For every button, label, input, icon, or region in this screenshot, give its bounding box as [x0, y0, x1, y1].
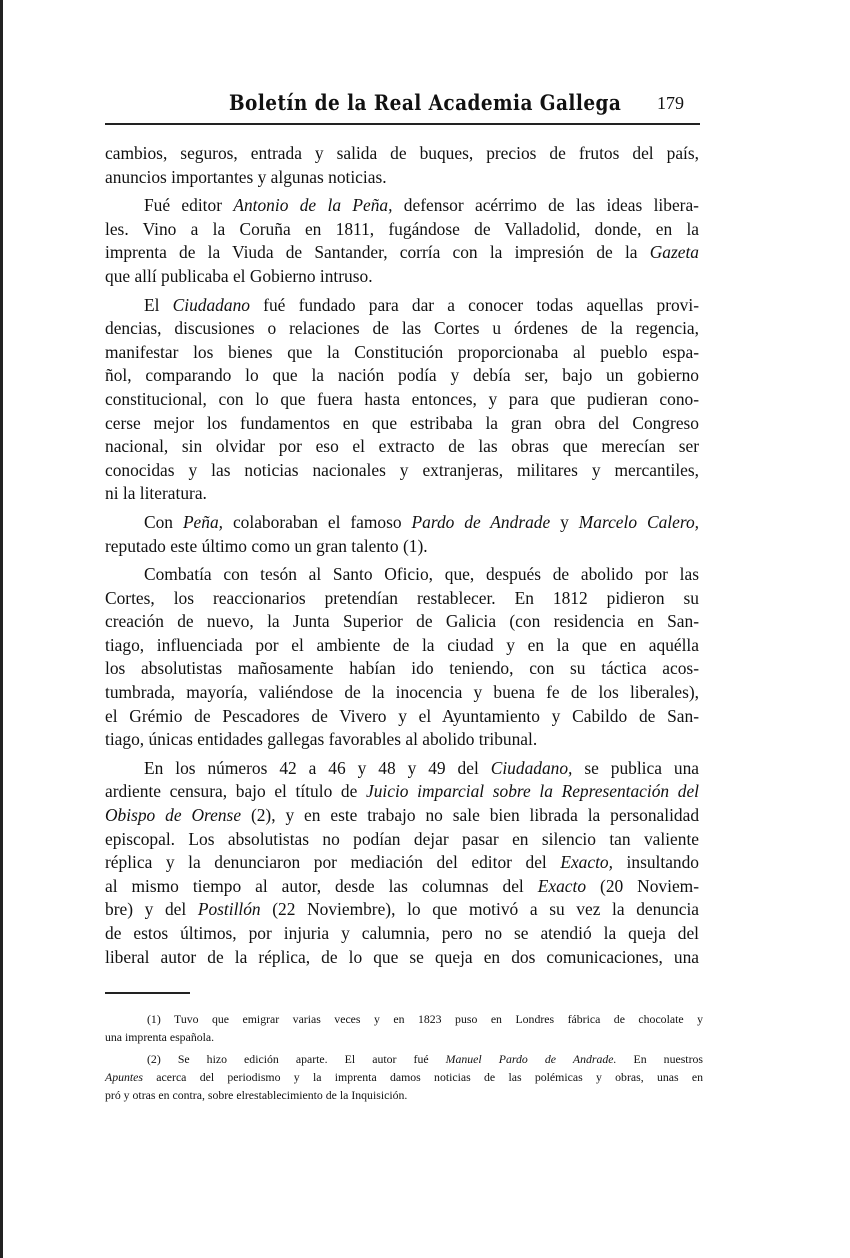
text-line	[105, 757, 699, 781]
text-line	[105, 828, 699, 852]
text-line	[105, 1050, 703, 1068]
text-run: tumbrada, mayoría, valiéndose de la inocencia y buena fe de los liberales),	[105, 682, 699, 703]
text-run: ni la literatura.	[105, 483, 207, 504]
text-line	[105, 241, 699, 265]
scan-edge	[0, 0, 3, 1258]
text-line	[105, 587, 699, 611]
footnote-rule	[105, 992, 190, 994]
text-run: ardiente censura, bajo el título de	[105, 781, 366, 802]
italic-text: Apuntes	[105, 1069, 144, 1084]
text-line	[105, 898, 699, 922]
text-line	[105, 388, 699, 412]
text-line	[105, 728, 699, 752]
text-line	[105, 1028, 703, 1046]
text-run: réplica y la denunciaron por mediación del editor del	[105, 852, 561, 873]
text-line	[105, 166, 699, 190]
text-line	[105, 511, 699, 535]
text-run: conocidas y las noticias nacionales y extranjeras, militares y mercantiles,	[105, 459, 699, 480]
text-line	[105, 435, 699, 459]
footnote	[105, 1010, 703, 1047]
text-run: bre) y del	[105, 899, 198, 920]
paragraph	[105, 294, 699, 506]
text-run: dencias, discusiones o relaciones de las Cortes u órdenes de la regencia,	[105, 318, 699, 339]
text-run: imprenta de la Viuda de Santander, corría con la impresión de la	[105, 242, 650, 263]
text-run: liberal autor de la réplica, de lo que se queja en dos comunicaciones, una	[105, 946, 699, 967]
text-run: El	[144, 294, 173, 315]
text-run: los absolutistas mañosamente habían ido teniendo, con su táctica acos-	[105, 658, 699, 679]
text-run: manifestar los bienes que la Constitución proporcionaba al pueblo espa-	[105, 341, 699, 362]
text-run: cambios, seguros, entrada y salida de buques, precios de frutos del país,	[105, 143, 699, 163]
italic-text: Gazeta	[649, 242, 699, 263]
text-run: (2) Se hizo edición aparte. El autor fué	[147, 1051, 446, 1066]
paragraph	[105, 511, 699, 558]
text-line	[105, 851, 699, 875]
text-run: fué fundado para dar a conocer todas aquellas provi-	[249, 294, 699, 315]
italic-text: Ciudadano	[172, 294, 250, 315]
text-line	[105, 681, 699, 705]
text-run: Con	[144, 511, 183, 532]
italic-text: Obispo de Orense	[105, 805, 242, 826]
text-run: les. Vino a la Coruña en 1811, fugándose de Valladolid, donde, en la	[105, 218, 699, 239]
text-run: ñol, comparando lo que la nación podía y debía ser, bajo un gobierno	[105, 365, 699, 386]
text-run: y	[550, 511, 579, 532]
text-line	[105, 218, 699, 242]
italic-text: Exacto,	[560, 852, 613, 873]
text-line	[105, 535, 699, 559]
text-run: acerca del periodismo y la imprenta damos noticias de las polémicas y obras, unas en	[143, 1069, 703, 1084]
text-line	[105, 482, 699, 506]
text-run: colaboraban el famoso	[223, 511, 412, 532]
text-line	[105, 412, 699, 436]
text-line	[105, 705, 699, 729]
text-line	[105, 780, 699, 804]
text-line	[105, 1068, 703, 1086]
text-run: Fué editor	[144, 195, 234, 216]
text-run: (2), y en este trabajo no sale bien librada la personalidad	[241, 805, 700, 826]
text-run: tiago, influenciada por el ambiente de la ciudad y en la que en aquélla	[105, 634, 699, 655]
text-run: episcopal. Los absolutistas no podían dejar pasar en silencio tan valiente	[105, 828, 699, 849]
text-line	[105, 922, 699, 946]
paragraph	[105, 194, 699, 288]
text-run: nacional, sin olvidar por eso el extracto de las obras que merecían ser	[105, 436, 699, 457]
text-run: insultando	[612, 852, 699, 873]
paragraph	[105, 142, 699, 189]
text-run: (22 Noviembre), lo que motivó a su vez la denuncia	[260, 899, 700, 920]
italic-text: Peña,	[182, 511, 224, 532]
italic-text: Marcelo Calero,	[578, 511, 699, 532]
text-run: una imprenta española.	[105, 1030, 215, 1045]
paragraph	[105, 757, 699, 969]
text-line	[105, 341, 699, 365]
text-line	[105, 265, 699, 289]
text-run: que allí publicaba el Gobierno intruso.	[105, 265, 373, 286]
text-line	[105, 1086, 703, 1104]
text-line	[105, 804, 699, 828]
paragraph	[105, 563, 699, 752]
body-text	[105, 142, 699, 969]
running-header	[105, 90, 700, 120]
text-run: cerse mejor los fundamentos en que estribaba la gran obra del Congreso	[105, 412, 699, 433]
footnotes	[105, 1007, 703, 1104]
footnote	[105, 1050, 703, 1105]
text-run: (1) Tuvo que emigrar varias veces y en 1823 puso en Londres fábrica de chocolate y	[147, 1012, 703, 1026]
text-line	[105, 946, 699, 970]
journal-title: Boletín de la Real Academia Gallega	[229, 90, 622, 115]
text-line	[105, 875, 699, 899]
text-run: se publica una	[572, 757, 700, 778]
text-line	[105, 657, 699, 681]
text-line	[105, 634, 699, 658]
text-run: constitucional, con lo que fuera hasta entonces, y para que pudieran cono-	[105, 388, 699, 409]
text-run: Combatía con tesón al Santo Oficio, que, después de abolido por las	[144, 564, 699, 585]
text-run: anuncios importantes y algunas noticias.	[105, 166, 387, 187]
text-run: reputado este último como un gran talento (1).	[105, 535, 428, 556]
text-run: En nuestros	[616, 1051, 703, 1066]
text-line	[105, 459, 699, 483]
text-run: el Grémio de Pescadores de Vivero y el Ayuntamiento y Cabildo de San-	[105, 705, 699, 726]
italic-text: Postillón	[197, 899, 261, 920]
page-number: 179	[657, 93, 684, 113]
text-line	[105, 194, 699, 218]
text-line	[105, 610, 699, 634]
text-run: Cortes, los reaccionarios pretendían restablecer. En 1812 pidieron su	[105, 587, 699, 608]
text-line	[105, 294, 699, 318]
text-line	[105, 1010, 703, 1028]
text-run: de estos últimos, por injuria y calumnia, pero no se atendió la queja del	[105, 923, 699, 943]
text-run: tiago, únicas entidades gallegas favorables al abolido tribunal.	[105, 729, 538, 750]
text-line	[105, 563, 699, 587]
text-run: (20 Noviem-	[586, 875, 700, 896]
italic-text: Ciudadano,	[490, 757, 573, 778]
text-run: al mismo tiempo al autor, desde las columnas del	[105, 875, 538, 896]
italic-text: Exacto	[537, 875, 587, 896]
text-run: creación de nuevo, la Junta Superior de Galicia (con residencia en San-	[105, 611, 699, 632]
text-run: En los números 42 a 46 y 48 y 49 del	[144, 757, 491, 778]
text-line	[105, 142, 699, 166]
italic-text: Juicio imparcial sobre la Representación del	[365, 781, 700, 802]
text-run: pró y otras en contra, sobre elrestablecimiento de la Inquisición.	[105, 1088, 408, 1103]
italic-text: Pardo de Andrade	[411, 511, 551, 532]
text-line	[105, 317, 699, 341]
text-run: defensor acérrimo de las ideas libera-	[392, 195, 699, 216]
italic-text: Manuel Pardo de Andrade.	[445, 1051, 617, 1066]
text-line	[105, 364, 699, 388]
header-rule	[105, 123, 700, 125]
italic-text: Antonio de la Peña,	[233, 195, 393, 216]
